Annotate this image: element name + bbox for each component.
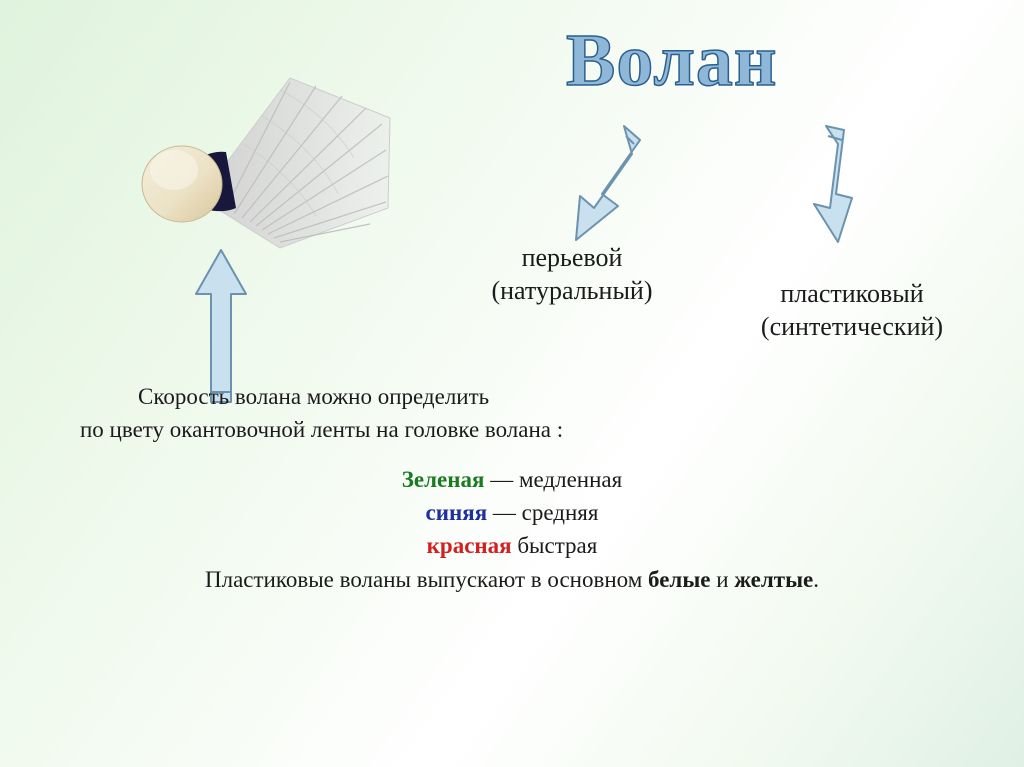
final-suffix: .	[813, 566, 820, 592]
label-plastic-line1: пластиковый	[780, 279, 924, 308]
body-final-line	[60, 563, 964, 596]
final-prefix: Пластиковые воланы выпускают в основном	[204, 566, 649, 592]
label-plastic-line2: (синтетический)	[760, 311, 944, 341]
arrow-down-right-icon	[812, 122, 882, 252]
body-line-2: по цвету окантовочной ленты на головке волана :	[80, 417, 564, 443]
body-line-1: Скорость волана можно определить	[138, 384, 490, 409]
speed-dash-green: —	[490, 466, 514, 492]
label-plastic-shuttlecock	[712, 278, 992, 343]
label-feather-shuttlecock	[452, 242, 692, 307]
speed-value-red: быстрая	[517, 533, 598, 559]
shuttlecock-image	[130, 58, 430, 278]
speed-color-blue: синяя	[425, 500, 488, 526]
speed-row-red	[60, 529, 964, 562]
label-feather-line2: (натуральный)	[491, 275, 653, 305]
final-bold-white: белые	[648, 566, 711, 592]
speed-color-green: Зеленая	[401, 466, 485, 492]
speed-dash-blue: —	[492, 500, 516, 526]
label-feather-line1: перьевой	[521, 243, 623, 272]
speed-row-green	[60, 463, 964, 496]
speed-value-green: медленная	[518, 466, 623, 492]
page-title: Волан	[566, 20, 778, 102]
final-middle: и	[710, 566, 735, 592]
speed-color-red: красная	[426, 533, 512, 559]
text-spacer	[60, 447, 964, 463]
arrow-down-left-icon	[556, 122, 646, 252]
speed-row-blue	[60, 496, 964, 529]
speed-value-blue: средняя	[521, 500, 599, 526]
body-text-block	[60, 380, 964, 596]
final-bold-yellow: желтые	[734, 566, 814, 592]
